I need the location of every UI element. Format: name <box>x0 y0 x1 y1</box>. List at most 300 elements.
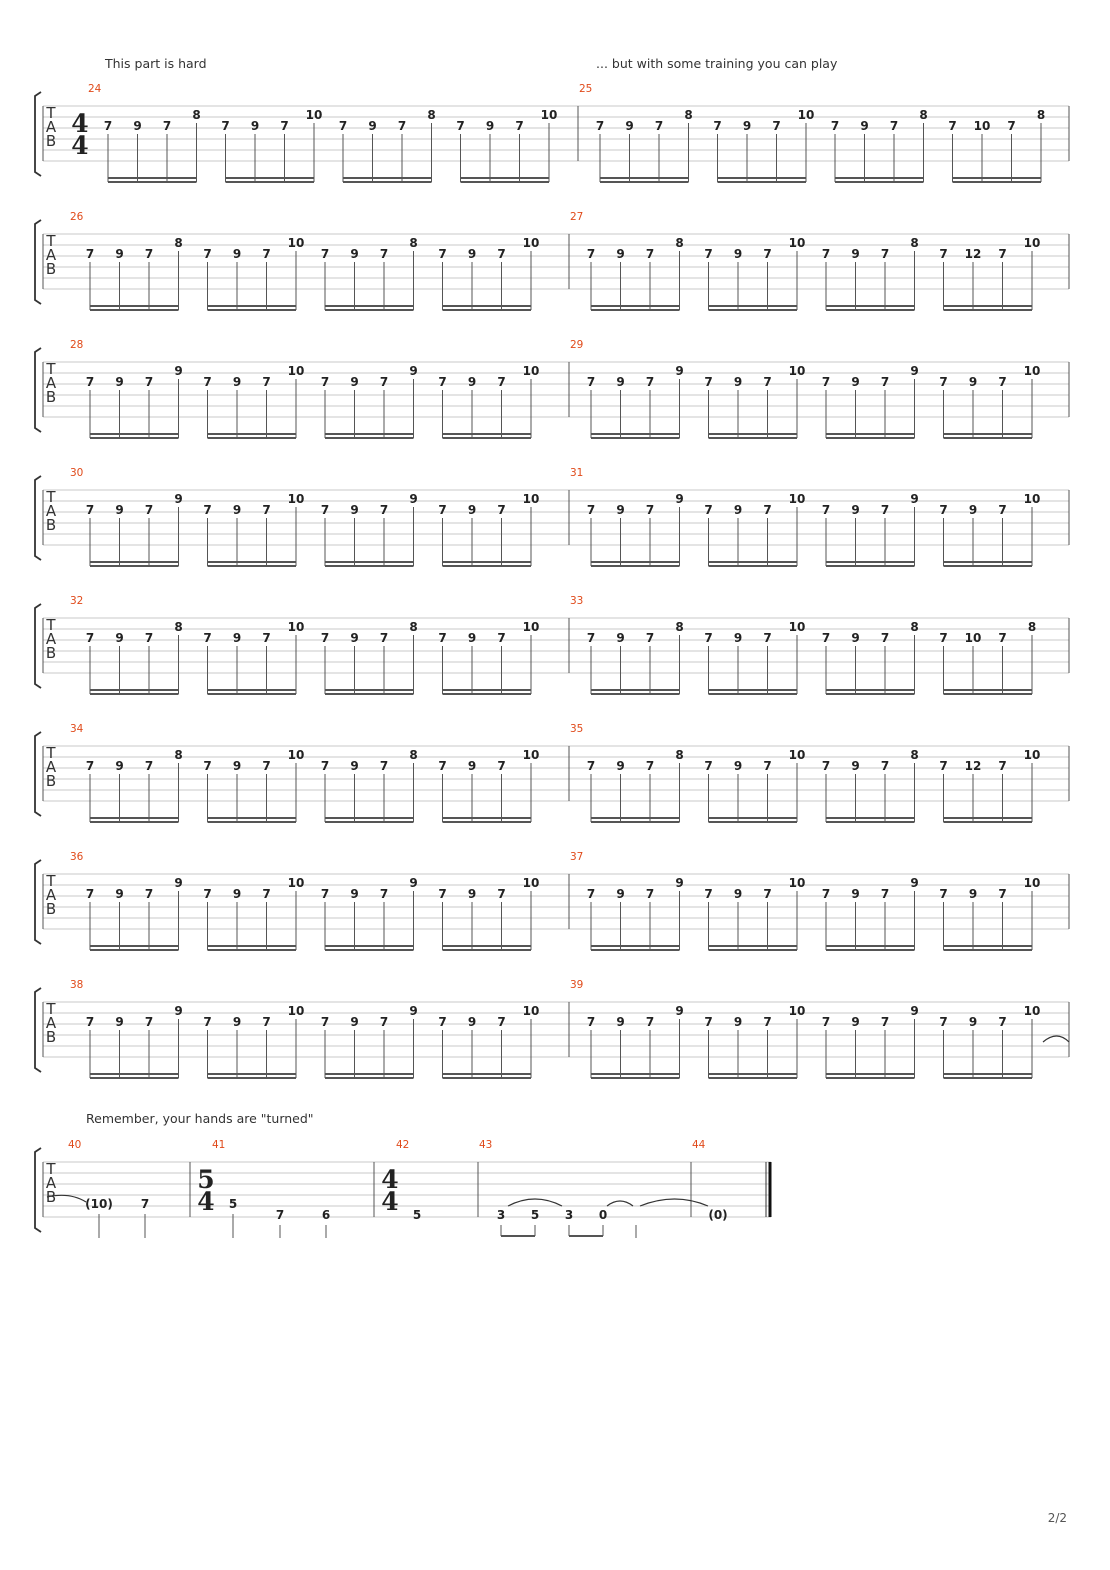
fret-number: 7 <box>262 247 271 261</box>
fret-number: 7 <box>262 759 271 773</box>
fret-number: 7 <box>262 887 271 901</box>
fret-number: 10 <box>287 748 305 762</box>
fret-number: 7 <box>939 503 948 517</box>
fret-number: 7 <box>880 1015 890 1029</box>
fret-number: 9 <box>350 759 359 773</box>
fret-number: 10 <box>522 620 540 634</box>
fret-number: 9 <box>174 492 183 506</box>
fret-number: 7 <box>763 247 772 261</box>
tab-clef-letter: A <box>45 118 57 136</box>
fret-number: 10 <box>522 1004 540 1018</box>
fret-number: 9 <box>616 1015 625 1029</box>
fret-number: 9 <box>675 364 684 378</box>
fret-number: 9 <box>467 375 477 389</box>
fret-number: 7 <box>262 503 271 517</box>
time-signature-bottom: 4 <box>71 131 89 160</box>
fret-number: 9 <box>409 1004 418 1018</box>
fret-number: 8 <box>174 236 183 250</box>
fret-number: 7 <box>948 119 957 133</box>
measure-number: 28 <box>70 339 84 351</box>
tab-clef-letter: A <box>45 1014 57 1032</box>
fret-number: 7 <box>939 375 948 389</box>
fret-number: 9 <box>675 492 684 506</box>
fret-number: 7 <box>763 759 772 773</box>
fret-number: 7 <box>763 887 772 901</box>
fret-number: 9 <box>232 503 242 517</box>
measure-number: 34 <box>70 723 84 735</box>
fret-number: 10 <box>964 631 982 645</box>
measure-number: 32 <box>70 595 84 607</box>
fret-number: 7 <box>821 247 831 261</box>
fret-number: 8 <box>174 620 183 634</box>
fret-number: 7 <box>438 247 447 261</box>
fret-number: 9 <box>232 887 242 901</box>
fret-number: 3 <box>496 1208 506 1222</box>
fret-number: 7 <box>645 247 655 261</box>
fret-number: 7 <box>379 375 389 389</box>
fret-number: 7 <box>998 503 1007 517</box>
fret-number: 7 <box>497 503 506 517</box>
fret-number: 7 <box>772 119 781 133</box>
fret-number: 10 <box>522 492 540 506</box>
fret-number: 7 <box>262 375 271 389</box>
fret-number: 10 <box>1023 364 1041 378</box>
measure-number: 44 <box>692 1139 706 1151</box>
fret-number: 7 <box>85 247 95 261</box>
fret-number: 7 <box>497 375 506 389</box>
fret-number: 7 <box>586 631 596 645</box>
fret-number: 0 <box>598 1208 608 1222</box>
fret-number: 8 <box>1036 108 1046 122</box>
fret-number: 7 <box>704 759 713 773</box>
fret-number: 9 <box>485 119 495 133</box>
fret-number: 7 <box>713 119 722 133</box>
fret-number: 7 <box>645 503 655 517</box>
fret-number: 7 <box>998 375 1007 389</box>
fret-number: 7 <box>880 375 890 389</box>
fret-number: 7 <box>320 503 330 517</box>
fret-number: 7 <box>645 1015 655 1029</box>
fret-number: 9 <box>733 887 743 901</box>
fret-number: 10 <box>788 236 806 250</box>
fret-number: 10 <box>1023 1004 1041 1018</box>
fret-number: 8 <box>409 620 418 634</box>
fret-number: (10) <box>85 1197 113 1211</box>
fret-number: 7 <box>821 375 831 389</box>
fret-number: 8 <box>409 748 418 762</box>
measure-number: 31 <box>570 467 584 479</box>
fret-number: 7 <box>320 247 330 261</box>
fret-number: 7 <box>320 375 330 389</box>
measure-number: 40 <box>68 1139 82 1151</box>
fret-number: 9 <box>968 503 978 517</box>
fret-number: 9 <box>174 1004 183 1018</box>
fret-number: 10 <box>797 108 815 122</box>
fret-number: 9 <box>968 375 978 389</box>
fret-number: 9 <box>733 1015 743 1029</box>
tab-clef-letter: A <box>45 1174 57 1192</box>
fret-number: 7 <box>456 119 465 133</box>
fret-number: 9 <box>232 631 242 645</box>
fret-number: 10 <box>788 364 806 378</box>
fret-number: 9 <box>910 876 919 890</box>
fret-number: 10 <box>788 748 806 762</box>
fret-number: 10 <box>287 620 305 634</box>
fret-number: 9 <box>350 887 359 901</box>
tab-clef-letter: A <box>45 758 57 776</box>
fret-number: 8 <box>684 108 693 122</box>
fret-number: 9 <box>115 887 124 901</box>
fret-number: 7 <box>586 1015 596 1029</box>
fret-number: 7 <box>704 631 713 645</box>
measure-number: 42 <box>396 1139 410 1151</box>
fret-number: 9 <box>733 631 743 645</box>
fret-number: 7 <box>645 631 655 645</box>
fret-number: 7 <box>85 375 95 389</box>
fret-number: 7 <box>280 119 289 133</box>
fret-number: 7 <box>203 503 212 517</box>
fret-number: 5 <box>228 1197 238 1211</box>
tie-arc <box>1043 1036 1069 1042</box>
fret-number: 7 <box>880 887 890 901</box>
fret-number: 7 <box>144 247 154 261</box>
fret-number: 9 <box>368 119 377 133</box>
page-number: 2/2 <box>1047 1511 1067 1525</box>
fret-number: 7 <box>880 759 890 773</box>
fret-number: 9 <box>467 247 477 261</box>
tab-clef-letter: A <box>45 374 57 392</box>
fret-number: 9 <box>616 631 625 645</box>
fret-number: 7 <box>379 503 389 517</box>
fret-number: 7 <box>320 887 330 901</box>
fret-number: 9 <box>851 1015 860 1029</box>
fret-number: 9 <box>675 876 684 890</box>
fret-number: 10 <box>788 876 806 890</box>
fret-number: 9 <box>350 503 359 517</box>
fret-number: 10 <box>1023 492 1041 506</box>
fret-number: 7 <box>939 887 948 901</box>
fret-number: 7 <box>379 247 389 261</box>
fret-number: 7 <box>379 759 389 773</box>
fret-number: 9 <box>616 887 625 901</box>
time-signature-bottom: 4 <box>197 1187 215 1216</box>
fret-number: 7 <box>438 887 447 901</box>
fret-number: 9 <box>742 119 752 133</box>
measure-number: 38 <box>70 979 84 991</box>
fret-number: 7 <box>85 631 95 645</box>
fret-number: 7 <box>203 887 212 901</box>
tab-clef-letter: B <box>45 1028 57 1046</box>
measure-number: 35 <box>570 723 584 735</box>
fret-number: 8 <box>910 620 919 634</box>
fret-number: 7 <box>704 1015 713 1029</box>
fret-number: 10 <box>287 364 305 378</box>
annotation-text: Remember, your hands are "turned" <box>86 1111 314 1126</box>
fret-number: 9 <box>851 887 860 901</box>
fret-number: 7 <box>939 1015 948 1029</box>
fret-number: 7 <box>397 119 407 133</box>
fret-number: 7 <box>821 503 831 517</box>
fret-number: 7 <box>645 887 655 901</box>
fret-number: 7 <box>275 1208 285 1222</box>
fret-number: 7 <box>821 887 831 901</box>
tab-clef-letter: T <box>46 488 56 506</box>
time-signature-top: 4 <box>381 1165 399 1194</box>
fret-number: 7 <box>262 1015 271 1029</box>
fret-number: 8 <box>409 236 418 250</box>
fret-number: 7 <box>140 1197 150 1211</box>
fret-number: 8 <box>675 748 684 762</box>
fret-number: 7 <box>320 759 330 773</box>
fret-number: 8 <box>910 748 919 762</box>
fret-number: 7 <box>586 887 596 901</box>
fret-number: 9 <box>616 375 625 389</box>
tab-clef-letter: T <box>46 104 56 122</box>
fret-number: (0) <box>708 1208 728 1222</box>
fret-number: 9 <box>851 759 860 773</box>
fret-number: 7 <box>821 759 831 773</box>
fret-number: 7 <box>998 631 1007 645</box>
fret-number: 9 <box>350 1015 359 1029</box>
fret-number: 7 <box>704 887 713 901</box>
fret-number: 7 <box>203 247 212 261</box>
fret-number: 9 <box>675 1004 684 1018</box>
fret-number: 7 <box>939 247 948 261</box>
fret-number: 9 <box>968 887 978 901</box>
fret-number: 7 <box>654 119 664 133</box>
fret-number: 7 <box>438 1015 447 1029</box>
fret-number: 9 <box>115 1015 124 1029</box>
fret-number: 7 <box>203 1015 212 1029</box>
fret-number: 8 <box>675 236 684 250</box>
annotation-text: This part is hard <box>105 56 207 71</box>
fret-number: 7 <box>203 375 212 389</box>
tab-clef-letter: T <box>46 1000 56 1018</box>
fret-number: 10 <box>1023 748 1041 762</box>
fret-number: 9 <box>851 247 860 261</box>
tab-clef-letter: B <box>45 260 57 278</box>
fret-number: 9 <box>625 119 634 133</box>
measure-number: 33 <box>570 595 584 607</box>
fret-number: 7 <box>939 759 948 773</box>
measure-number: 29 <box>570 339 584 351</box>
fret-number: 9 <box>910 364 919 378</box>
fret-number: 9 <box>733 247 743 261</box>
fret-number: 7 <box>889 119 899 133</box>
fret-number: 7 <box>704 503 713 517</box>
fret-number: 10 <box>788 1004 806 1018</box>
fret-number: 10 <box>287 236 305 250</box>
fret-number: 12 <box>964 759 982 773</box>
fret-number: 7 <box>144 887 154 901</box>
fret-number: 7 <box>85 503 95 517</box>
fret-number: 9 <box>115 503 124 517</box>
fret-number: 7 <box>262 631 271 645</box>
tie-arc <box>607 1201 633 1206</box>
fret-number: 3 <box>564 1208 574 1222</box>
fret-number: 9 <box>616 503 625 517</box>
tab-clef-letter: A <box>45 502 57 520</box>
fret-number: 10 <box>287 1004 305 1018</box>
fret-number: 9 <box>350 375 359 389</box>
system-bracket <box>35 860 41 944</box>
fret-number: 7 <box>939 631 948 645</box>
fret-number: 9 <box>467 503 477 517</box>
fret-number: 10 <box>1023 236 1041 250</box>
fret-number: 7 <box>320 1015 330 1029</box>
fret-number: 5 <box>530 1208 540 1222</box>
fret-number: 9 <box>133 119 142 133</box>
fret-number: 7 <box>704 375 713 389</box>
fret-number: 7 <box>880 503 890 517</box>
fret-number: 8 <box>192 108 201 122</box>
fret-number: 9 <box>232 375 242 389</box>
fret-number: 9 <box>409 492 418 506</box>
fret-number: 6 <box>321 1208 331 1222</box>
fret-number: 9 <box>851 631 860 645</box>
fret-number: 7 <box>379 887 389 901</box>
fret-number: 7 <box>830 119 840 133</box>
fret-number: 7 <box>880 247 890 261</box>
measure-number: 30 <box>70 467 84 479</box>
system-bracket <box>35 604 41 688</box>
fret-number: 9 <box>232 247 242 261</box>
fret-number: 9 <box>409 876 418 890</box>
fret-number: 7 <box>586 375 596 389</box>
tab-clef-letter: A <box>45 886 57 904</box>
time-signature-bottom: 4 <box>381 1187 399 1216</box>
tab-clef-letter: A <box>45 630 57 648</box>
fret-number: 7 <box>203 631 212 645</box>
fret-number: 10 <box>522 748 540 762</box>
fret-number: 7 <box>438 759 447 773</box>
fret-number: 7 <box>763 503 772 517</box>
fret-number: 10 <box>522 236 540 250</box>
fret-number: 9 <box>467 631 477 645</box>
slur-arc <box>508 1199 562 1206</box>
fret-number: 10 <box>522 364 540 378</box>
fret-number: 9 <box>733 375 743 389</box>
fret-number: 7 <box>379 1015 389 1029</box>
measure-number: 26 <box>70 211 84 223</box>
tab-clef-letter: T <box>46 1160 56 1178</box>
fret-number: 9 <box>851 375 860 389</box>
measure-number: 43 <box>479 1139 493 1151</box>
fret-number: 9 <box>232 1015 242 1029</box>
system-bracket <box>35 732 41 816</box>
measure-number: 24 <box>88 83 102 95</box>
fret-number: 9 <box>968 1015 978 1029</box>
fret-number: 7 <box>320 631 330 645</box>
fret-number: 10 <box>305 108 323 122</box>
system-bracket <box>35 92 41 176</box>
fret-number: 8 <box>427 108 436 122</box>
tab-clef-letter: T <box>46 360 56 378</box>
fret-number: 7 <box>645 759 655 773</box>
fret-number: 10 <box>287 876 305 890</box>
tab-clef-letter: B <box>45 900 57 918</box>
time-signature-top: 4 <box>71 109 89 138</box>
fret-number: 7 <box>586 503 596 517</box>
tab-clef-letter: B <box>45 516 57 534</box>
fret-number: 7 <box>85 887 95 901</box>
fret-number: 9 <box>174 876 183 890</box>
fret-number: 7 <box>515 119 524 133</box>
fret-number: 7 <box>998 887 1007 901</box>
fret-number: 10 <box>788 492 806 506</box>
fret-number: 7 <box>821 631 831 645</box>
fret-number: 7 <box>998 247 1007 261</box>
fret-number: 10 <box>788 620 806 634</box>
fret-number: 9 <box>250 119 260 133</box>
fret-number: 7 <box>203 759 212 773</box>
tab-clef-letter: B <box>45 1188 57 1206</box>
fret-number: 9 <box>860 119 869 133</box>
system-bracket <box>35 1148 41 1232</box>
fret-number: 10 <box>973 119 991 133</box>
fret-number: 5 <box>412 1208 422 1222</box>
fret-number: 8 <box>174 748 183 762</box>
fret-number: 9 <box>350 247 359 261</box>
fret-number: 7 <box>821 1015 831 1029</box>
fret-number: 9 <box>616 759 625 773</box>
measure-number: 25 <box>579 83 593 95</box>
time-signature-top: 5 <box>197 1165 215 1194</box>
fret-number: 9 <box>350 631 359 645</box>
fret-number: 8 <box>675 620 684 634</box>
fret-number: 7 <box>497 759 506 773</box>
system-bracket <box>35 988 41 1072</box>
fret-number: 10 <box>540 108 558 122</box>
system-bracket <box>35 476 41 560</box>
tab-clef-letter: T <box>46 616 56 634</box>
fret-number: 8 <box>919 108 928 122</box>
fret-number: 7 <box>144 759 154 773</box>
fret-number: 7 <box>880 631 890 645</box>
fret-number: 9 <box>467 887 477 901</box>
fret-number: 8 <box>1027 620 1037 634</box>
fret-number: 9 <box>115 631 124 645</box>
fret-number: 7 <box>763 631 772 645</box>
fret-number: 7 <box>103 119 113 133</box>
fret-number: 7 <box>144 503 154 517</box>
fret-number: 7 <box>221 119 230 133</box>
fret-number: 9 <box>115 375 124 389</box>
fret-number: 9 <box>851 503 860 517</box>
fret-number: 9 <box>733 503 743 517</box>
fret-number: 12 <box>964 247 982 261</box>
fret-number: 7 <box>645 375 655 389</box>
fret-number: 7 <box>1007 119 1016 133</box>
tab-clef-letter: B <box>45 772 57 790</box>
tab-clef-letter: B <box>45 644 57 662</box>
fret-number: 7 <box>763 375 772 389</box>
fret-number: 7 <box>497 247 506 261</box>
fret-number: 7 <box>379 631 389 645</box>
system-bracket <box>35 220 41 304</box>
tab-clef-letter: T <box>46 232 56 250</box>
fret-number: 9 <box>910 1004 919 1018</box>
fret-number: 7 <box>438 503 447 517</box>
fret-number: 9 <box>733 759 743 773</box>
fret-number: 7 <box>338 119 348 133</box>
fret-number: 7 <box>704 247 713 261</box>
fret-number: 9 <box>115 759 124 773</box>
measure-number: 36 <box>70 851 84 863</box>
fret-number: 9 <box>232 759 242 773</box>
tab-clef-letter: B <box>45 388 57 406</box>
measure-number: 41 <box>212 1139 226 1151</box>
